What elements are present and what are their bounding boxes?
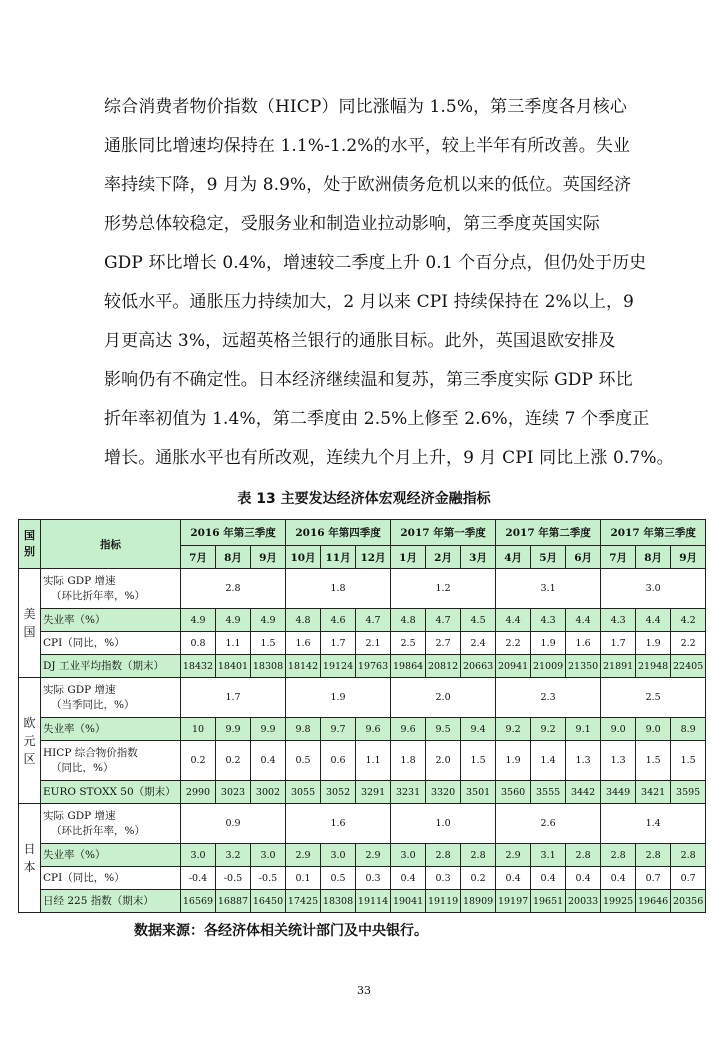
monthly-value: 9.8 <box>286 718 321 741</box>
month-header: 2月 <box>426 546 461 569</box>
monthly-value: 1.1 <box>216 632 251 655</box>
monthly-value: 19646 <box>636 890 671 913</box>
monthly-value: 3449 <box>601 781 636 804</box>
monthly-value: 0.8 <box>181 632 216 655</box>
monthly-value: 20663 <box>461 655 496 678</box>
monthly-value: 16887 <box>216 890 251 913</box>
monthly-value: -0.5 <box>251 867 286 890</box>
indicator-label: 失业率（%） <box>41 718 181 741</box>
indicator-label: CPI（同比，%） <box>41 632 181 655</box>
monthly-value: 1.1 <box>356 741 391 781</box>
quarterly-value: 1.6 <box>286 804 391 844</box>
table-row <box>19 678 706 718</box>
monthly-value: 0.6 <box>321 741 356 781</box>
quarterly-value: 2.0 <box>391 678 496 718</box>
monthly-value: 2.8 <box>461 844 496 867</box>
monthly-value: 3320 <box>426 781 461 804</box>
table-row <box>19 741 706 781</box>
monthly-value: 0.4 <box>601 867 636 890</box>
paragraph-line: GDP 环比增长 0.4%，增速较二季度上升 0.1 个百分点，但仍处于历史 <box>104 253 647 273</box>
region-cell: 美 国 <box>19 569 41 678</box>
monthly-value: 3555 <box>531 781 566 804</box>
monthly-value: 1.4 <box>531 741 566 781</box>
monthly-value: 3.0 <box>391 844 426 867</box>
monthly-value: 0.1 <box>286 867 321 890</box>
monthly-value: 18308 <box>321 890 356 913</box>
quarterly-value: 1.0 <box>391 804 496 844</box>
indicator-header: 指标 <box>41 520 181 569</box>
monthly-value: 19119 <box>426 890 461 913</box>
monthly-value: 17425 <box>286 890 321 913</box>
monthly-value: 4.4 <box>566 609 601 632</box>
quarterly-value: 3.0 <box>601 569 706 609</box>
month-header: 12月 <box>356 546 391 569</box>
month-header: 6月 <box>566 546 601 569</box>
monthly-value: 4.7 <box>426 609 461 632</box>
monthly-value: 0.4 <box>531 867 566 890</box>
monthly-value: 1.5 <box>461 741 496 781</box>
monthly-value: 18432 <box>181 655 216 678</box>
indicator-label: 实际 GDP 增速 （环比折年率，%） <box>41 804 181 844</box>
paragraph-line: 率持续下降，9 月为 8.9%，处于欧洲债务危机以来的低位。英国经济 <box>104 175 632 195</box>
monthly-value: 1.5 <box>636 741 671 781</box>
paragraph-line: 通胀同比增速均保持在 1.1%-1.2%的水平，较上半年有所改善。失业 <box>104 136 631 156</box>
quarterly-value: 1.7 <box>181 678 286 718</box>
monthly-value: 16450 <box>251 890 286 913</box>
monthly-value: 0.5 <box>286 741 321 781</box>
monthly-value: 3.0 <box>321 844 356 867</box>
month-header: 4月 <box>496 546 531 569</box>
month-header: 5月 <box>531 546 566 569</box>
page-number: 33 <box>357 984 371 997</box>
monthly-value: 0.4 <box>391 867 426 890</box>
quarterly-value: 2.5 <box>601 678 706 718</box>
monthly-value: 2.8 <box>636 844 671 867</box>
monthly-value: 2.9 <box>286 844 321 867</box>
monthly-value: 0.7 <box>671 867 706 890</box>
monthly-value: 19124 <box>321 655 356 678</box>
monthly-value: 9.7 <box>321 718 356 741</box>
monthly-value: 0.3 <box>426 867 461 890</box>
monthly-value: 4.6 <box>321 609 356 632</box>
indicator-label: 失业率（%） <box>41 844 181 867</box>
paragraph-line: 形势总体较稳定，受服务业和制造业拉动影响，第三季度英国实际 <box>104 214 600 234</box>
monthly-value: 2990 <box>181 781 216 804</box>
table-row <box>19 569 706 609</box>
table-row <box>19 655 706 678</box>
monthly-value: 2.0 <box>426 741 461 781</box>
monthly-value: 4.4 <box>636 609 671 632</box>
quarterly-value: 1.8 <box>286 569 391 609</box>
monthly-value: 21009 <box>531 655 566 678</box>
quarterly-value: 2.6 <box>496 804 601 844</box>
monthly-value: 2.4 <box>461 632 496 655</box>
monthly-value: 1.5 <box>251 632 286 655</box>
month-header: 9月 <box>671 546 706 569</box>
monthly-value: 1.9 <box>636 632 671 655</box>
monthly-value: 0.3 <box>356 867 391 890</box>
monthly-value: 0.4 <box>251 741 286 781</box>
quarterly-value: 3.1 <box>496 569 601 609</box>
month-header: 11月 <box>321 546 356 569</box>
monthly-value: 19925 <box>601 890 636 913</box>
indicator-label: CPI（同比，%） <box>41 867 181 890</box>
monthly-value: 20356 <box>671 890 706 913</box>
paragraph-line: 月更高达 3%，远超英格兰银行的通胀目标。此外，英国退欧安排及 <box>104 331 616 351</box>
table-row <box>19 844 706 867</box>
monthly-value: 1.5 <box>671 741 706 781</box>
monthly-value: 0.4 <box>496 867 531 890</box>
table-row <box>19 632 706 655</box>
monthly-value: 3595 <box>671 781 706 804</box>
month-header: 8月 <box>216 546 251 569</box>
monthly-value: 1.7 <box>321 632 356 655</box>
monthly-value: 9.1 <box>566 718 601 741</box>
monthly-value: 2.8 <box>601 844 636 867</box>
monthly-value: 1.6 <box>286 632 321 655</box>
month-header: 3月 <box>461 546 496 569</box>
monthly-value: 2.2 <box>671 632 706 655</box>
indicator-label: 实际 GDP 增速 （当季同比，%） <box>41 678 181 718</box>
indicator-label: 实际 GDP 增速 （环比折年率，%） <box>41 569 181 609</box>
country-header: 国 别 <box>19 520 41 569</box>
monthly-value: 4.8 <box>286 609 321 632</box>
monthly-value: 3002 <box>251 781 286 804</box>
monthly-value: 9.2 <box>531 718 566 741</box>
monthly-value: 4.3 <box>531 609 566 632</box>
monthly-value: 1.7 <box>601 632 636 655</box>
monthly-value: 4.3 <box>601 609 636 632</box>
monthly-value: 21891 <box>601 655 636 678</box>
monthly-value: 18401 <box>216 655 251 678</box>
monthly-value: 9.0 <box>601 718 636 741</box>
month-header: 8月 <box>636 546 671 569</box>
monthly-value: 4.8 <box>391 609 426 632</box>
indicator-label: 日经 225 指数（期末） <box>41 890 181 913</box>
monthly-value: 3.2 <box>216 844 251 867</box>
monthly-value: 2.1 <box>356 632 391 655</box>
quarterly-value: 0.9 <box>181 804 286 844</box>
region-cell: 欧 元 区 <box>19 678 41 804</box>
monthly-value: 18909 <box>461 890 496 913</box>
indicator-label: 失业率（%） <box>41 609 181 632</box>
monthly-value: 4.9 <box>216 609 251 632</box>
quarterly-value: 2.3 <box>496 678 601 718</box>
monthly-value: 3.0 <box>251 844 286 867</box>
monthly-value: 21948 <box>636 655 671 678</box>
monthly-value: 3560 <box>496 781 531 804</box>
monthly-value: -0.5 <box>216 867 251 890</box>
monthly-value: 1.6 <box>566 632 601 655</box>
quarterly-value: 1.4 <box>601 804 706 844</box>
month-header: 7月 <box>181 546 216 569</box>
table-row <box>19 867 706 890</box>
monthly-value: 0.7 <box>636 867 671 890</box>
monthly-value: 3055 <box>286 781 321 804</box>
monthly-value: 9.5 <box>426 718 461 741</box>
monthly-value: 3.1 <box>531 844 566 867</box>
paragraph-line: 较低水平。通胀压力持续加大，2 月以来 CPI 持续保持在 2%以上，9 <box>104 292 634 312</box>
quarter-header: 2016 年第三季度 <box>181 520 286 546</box>
data-source-note: 数据来源：各经济体相关统计部门及中央银行。 <box>134 923 428 939</box>
monthly-value: 3291 <box>356 781 391 804</box>
indicator-label: HICP 综合物价指数 （同比，%） <box>41 741 181 781</box>
monthly-value: -0.4 <box>181 867 216 890</box>
quarter-header: 2017 年第三季度 <box>601 520 706 546</box>
monthly-value: 19864 <box>391 655 426 678</box>
monthly-value: 9.2 <box>496 718 531 741</box>
monthly-value: 0.2 <box>461 867 496 890</box>
monthly-value: 2.8 <box>566 844 601 867</box>
monthly-value: 1.9 <box>496 741 531 781</box>
monthly-value: 3442 <box>566 781 601 804</box>
table-row <box>19 781 706 804</box>
monthly-value: 4.9 <box>181 609 216 632</box>
quarter-header: 2017 年第一季度 <box>391 520 496 546</box>
monthly-value: 20812 <box>426 655 461 678</box>
monthly-value: 4.7 <box>356 609 391 632</box>
monthly-value: 0.2 <box>181 741 216 781</box>
monthly-value: 19763 <box>356 655 391 678</box>
monthly-value: 4.2 <box>671 609 706 632</box>
quarter-header: 2016 年第四季度 <box>286 520 391 546</box>
paragraph-line: 影响仍有不确定性。日本经济继续温和复苏，第三季度实际 GDP 环比 <box>104 370 633 390</box>
monthly-value: 2.8 <box>671 844 706 867</box>
monthly-value: 20941 <box>496 655 531 678</box>
monthly-value: 18142 <box>286 655 321 678</box>
table-row <box>19 718 706 741</box>
monthly-value: 19114 <box>356 890 391 913</box>
monthly-value: 9.6 <box>391 718 426 741</box>
monthly-value: 1.3 <box>566 741 601 781</box>
quarterly-value: 2.8 <box>181 569 286 609</box>
indicator-label: EURO STOXX 50（期末） <box>41 781 181 804</box>
monthly-value: 2.5 <box>391 632 426 655</box>
monthly-value: 18308 <box>251 655 286 678</box>
table-row <box>19 890 706 913</box>
indicator-label: DJ 工业平均指数（期末） <box>41 655 181 678</box>
month-header: 10月 <box>286 546 321 569</box>
body-text <box>104 88 674 478</box>
monthly-value: 2.9 <box>356 844 391 867</box>
region-cell: 日 本 <box>19 804 41 913</box>
monthly-value: 9.4 <box>461 718 496 741</box>
monthly-value: 2.9 <box>496 844 531 867</box>
monthly-value: 9.9 <box>216 718 251 741</box>
quarter-header: 2017 年第二季度 <box>496 520 601 546</box>
monthly-value: 9.6 <box>356 718 391 741</box>
monthly-value: 1.3 <box>601 741 636 781</box>
monthly-value: 9.0 <box>636 718 671 741</box>
monthly-value: 0.5 <box>321 867 356 890</box>
monthly-value: 22405 <box>671 655 706 678</box>
quarterly-value: 1.9 <box>286 678 391 718</box>
quarterly-value: 1.2 <box>391 569 496 609</box>
monthly-value: 2.8 <box>426 844 461 867</box>
monthly-value: 3501 <box>461 781 496 804</box>
paragraph-line: 增长。通胀水平也有所改观，连续九个月上升，9 月 CPI 同比上涨 0.7%。 <box>104 448 674 468</box>
monthly-value: 3231 <box>391 781 426 804</box>
table-row <box>19 609 706 632</box>
monthly-value: 10 <box>181 718 216 741</box>
month-header: 7月 <box>601 546 636 569</box>
monthly-value: 4.9 <box>251 609 286 632</box>
month-header: 9月 <box>251 546 286 569</box>
monthly-value: 1.9 <box>531 632 566 655</box>
month-header: 1月 <box>391 546 426 569</box>
monthly-value: 3052 <box>321 781 356 804</box>
monthly-value: 19197 <box>496 890 531 913</box>
table-row <box>19 804 706 844</box>
header-row-quarters <box>19 520 706 546</box>
monthly-value: 21350 <box>566 655 601 678</box>
paragraph-line: 综合消费者物价指数（HICP）同比涨幅为 1.5%，第三季度各月核心 <box>104 97 627 117</box>
monthly-value: 3.0 <box>181 844 216 867</box>
monthly-value: 2.7 <box>426 632 461 655</box>
macro-indicators-table <box>18 519 706 913</box>
monthly-value: 19651 <box>531 890 566 913</box>
monthly-value: 4.5 <box>461 609 496 632</box>
monthly-value: 16569 <box>181 890 216 913</box>
monthly-value: 8.9 <box>671 718 706 741</box>
monthly-value: 1.8 <box>391 741 426 781</box>
monthly-value: 2.2 <box>496 632 531 655</box>
monthly-value: 20033 <box>566 890 601 913</box>
table-caption: 表 13 主要发达经济体宏观经济金融指标 <box>237 491 491 507</box>
monthly-value: 3023 <box>216 781 251 804</box>
monthly-value: 3421 <box>636 781 671 804</box>
monthly-value: 0.4 <box>566 867 601 890</box>
monthly-value: 4.4 <box>496 609 531 632</box>
monthly-value: 19041 <box>391 890 426 913</box>
paragraph-line: 折年率初值为 1.4%，第二季度由 2.5%上修至 2.6%，连续 7 个季度正 <box>104 409 650 429</box>
monthly-value: 9.9 <box>251 718 286 741</box>
monthly-value: 0.2 <box>216 741 251 781</box>
